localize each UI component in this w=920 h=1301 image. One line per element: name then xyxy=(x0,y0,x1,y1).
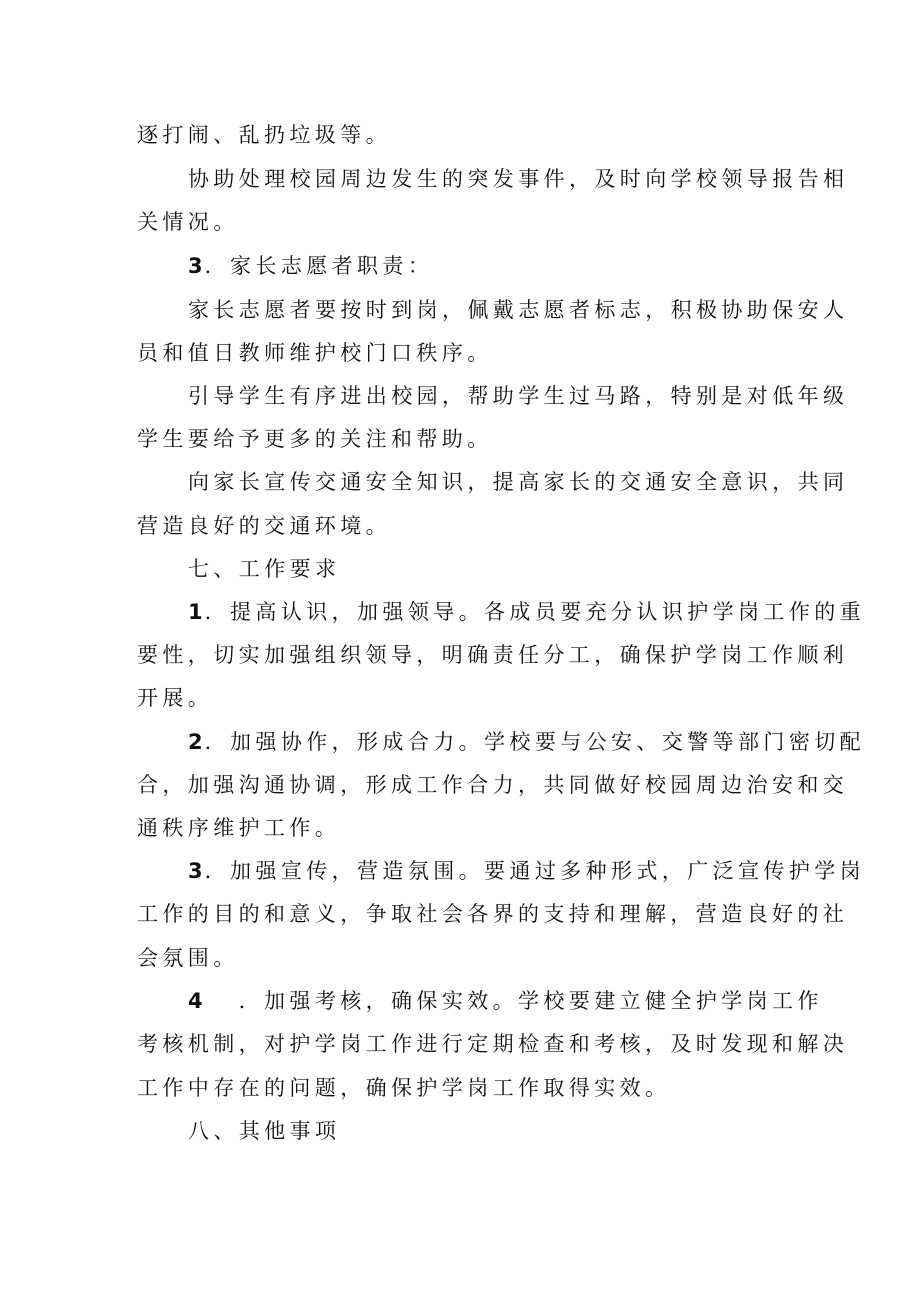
text-line: 营造良好的交通环境。 xyxy=(137,514,391,538)
text-line: 工作中存在的问题，确保护学岗工作取得实效。 xyxy=(137,1076,671,1100)
text-line: 逐打闹、乱扔垃圾等。 xyxy=(137,123,391,147)
text-line: 要性，切实加强组织领导，明确责任分工，确保护学岗工作顺利 xyxy=(137,643,849,667)
text-line: 家长志愿者要按时到岗，佩戴志愿者标志，积极协助保安人 xyxy=(188,298,849,322)
item-text: ．提高认识，加强领导。各成员要充分认识护学岗工作的重 xyxy=(204,600,866,624)
item-number: 1 xyxy=(188,600,205,624)
item-number: 2 xyxy=(188,730,205,754)
section-title: 七、工作要求 xyxy=(188,557,341,581)
text-line: 关情况。 xyxy=(137,210,239,234)
numbered-item xyxy=(188,598,865,626)
text-line: 员和值日教师维护校门口秩序。 xyxy=(137,341,493,365)
text-line: 向家长宣传交通安全知识，提高家长的交通安全意识，共同 xyxy=(188,470,849,494)
text-line: 学生要给予更多的关注和帮助。 xyxy=(137,427,493,451)
text-line: 工作的目的和意义，争取社会各界的支持和理解，营造良好的社 xyxy=(137,902,849,926)
text-line: 协助处理校园周边发生的突发事件，及时向学校领导报告相 xyxy=(188,167,849,191)
item-text: ．加强协作，形成合力。学校要与公安、交警等部门密切配 xyxy=(204,730,866,754)
text-line: 合，加强沟通协调，形成工作合力，共同做好校园周边治安和交 xyxy=(137,773,849,797)
text-line: 考核机制，对护学岗工作进行定期检查和考核，及时发现和解决 xyxy=(137,1032,849,1056)
numbered-item xyxy=(188,857,865,885)
text-line: 会氛围。 xyxy=(137,946,239,970)
text-line: 通秩序维护工作。 xyxy=(137,816,341,840)
heading-text: ．家长志愿者职责： xyxy=(204,254,434,278)
item-number: 4 xyxy=(188,989,205,1013)
text-line: 开展。 xyxy=(137,686,214,710)
numbered-item xyxy=(188,987,823,1015)
text-line: 引导学生有序进出校园，帮助学生过马路，特别是对低年级 xyxy=(188,384,849,408)
item-text: ．加强考核，确保实效。学校要建立健全护学岗工作 xyxy=(238,989,823,1013)
item-number: 3 xyxy=(188,254,205,278)
numbered-item xyxy=(188,728,865,756)
section-title: 八、其他事项 xyxy=(188,1119,341,1143)
item-number: 3 xyxy=(188,859,205,883)
section-heading xyxy=(188,252,433,280)
item-text: ．加强宣传，营造氛围。要通过多种形式，广泛宣传护学岗 xyxy=(204,859,866,883)
